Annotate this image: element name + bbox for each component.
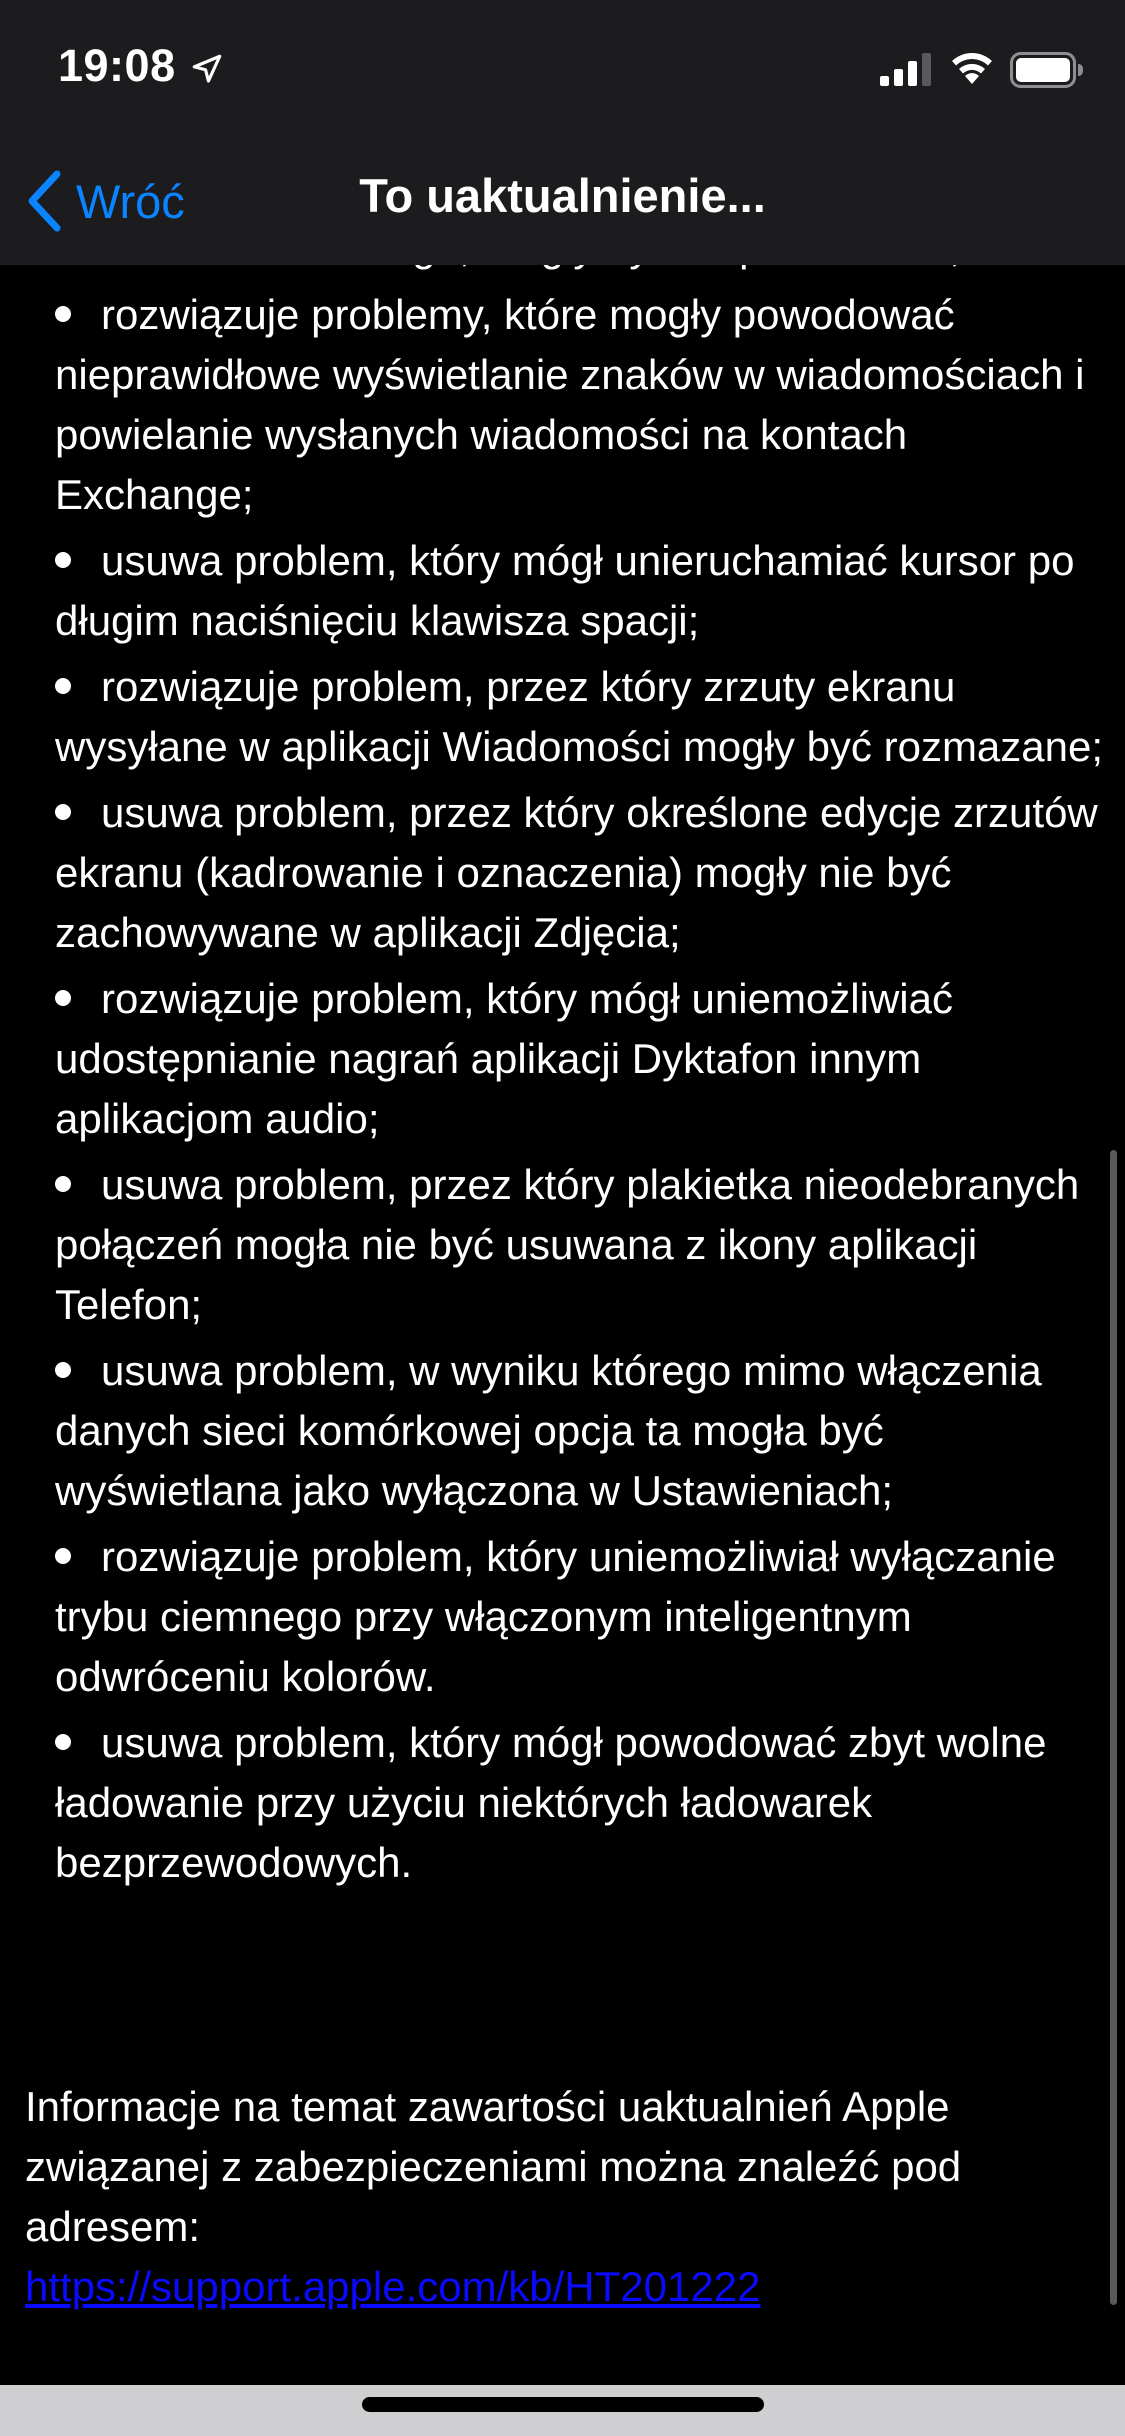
home-indicator[interactable] bbox=[362, 2397, 764, 2412]
bullet-icon bbox=[55, 990, 71, 1006]
security-info bbox=[25, 2077, 1085, 2317]
bullet-icon bbox=[55, 1362, 71, 1378]
list-item-text: rozwiązuje problem, przez który zrzuty ekranu wysyłane w aplikacji Wiadomości mogły być rozmazane; bbox=[55, 663, 1104, 770]
list-item bbox=[55, 969, 1105, 1149]
wifi-icon bbox=[948, 48, 996, 86]
navigation-bar bbox=[0, 140, 1125, 265]
list-item bbox=[55, 1341, 1105, 1521]
list-item bbox=[55, 783, 1105, 963]
list-item-text: usuwa problem, w wyniku którego mimo włączenia danych sieci komórkowej opcja ta mogła być wyświetlana jako wyłączona w Ustawieniach; bbox=[55, 1347, 1042, 1514]
bullet-icon bbox=[55, 1548, 71, 1564]
top-bar bbox=[0, 0, 1125, 265]
security-link[interactable]: https://support.apple.com/kb/HT201222 bbox=[25, 2263, 761, 2310]
list-item bbox=[55, 1527, 1105, 1707]
bullet-icon bbox=[55, 552, 71, 568]
list-item-text: rozwiązuje problem, który uniemożliwiał wyłączanie trybu ciemnego przy włączonym inteligentnym odwróceniu kolorów. bbox=[55, 1533, 1056, 1700]
list-item-text: usuwa problem, przez który plakietka nieodebranych połączeń mogła nie być usuwana z ikony aplikacji Telefon; bbox=[55, 1161, 1080, 1328]
list-item bbox=[55, 531, 1105, 651]
release-notes-content[interactable] bbox=[0, 265, 1125, 2385]
list-item-text: usuwa problem, przez który określone edycje zrzutów ekranu (kadrowanie i oznaczenia) mogły nie być zachowywane w aplikacji Zdjęcia; bbox=[55, 789, 1098, 956]
list-item-text: usuwa problem, który mógł powodować zbyt wolne ładowanie przy użyciu niektórych ładowarek bezprzewodowych. bbox=[55, 1719, 1047, 1886]
bullet-icon bbox=[55, 804, 71, 820]
page-title: To uaktualnienie... bbox=[359, 169, 766, 222]
list-item bbox=[55, 285, 1105, 525]
bullet-icon bbox=[55, 1734, 71, 1750]
cellular-signal-icon bbox=[880, 52, 934, 86]
status-time: 19:08 bbox=[58, 40, 176, 91]
bullet-list bbox=[55, 285, 1105, 1899]
list-item bbox=[55, 1713, 1105, 1893]
list-item bbox=[55, 657, 1105, 777]
location-arrow-icon bbox=[190, 52, 224, 86]
bullet-icon bbox=[55, 306, 71, 322]
bullet-icon bbox=[55, 678, 71, 694]
scroll-indicator[interactable] bbox=[1110, 1150, 1117, 2305]
list-item-text: rozwiązuje problem, który mógł uniemożliwiać udostępnianie nagrań aplikacji Dyktafon innym aplikacjom audio; bbox=[55, 975, 953, 1142]
back-label: Wróć bbox=[76, 174, 185, 228]
bullet-icon bbox=[55, 1176, 71, 1192]
list-item-text: usuwa problem, który mógł unieruchamiać kursor po długim naciśnięciu klawisza spacji; bbox=[55, 537, 1075, 644]
security-info-text: Informacje na temat zawartości uaktualnień Apple związanej z zabezpieczeniami można znaleźć pod adresem: bbox=[25, 2083, 962, 2250]
list-item bbox=[55, 1155, 1105, 1335]
status-bar bbox=[0, 0, 1125, 140]
battery-icon bbox=[1010, 52, 1084, 88]
list-item-text: rozwiązuje problemy, które mogły powodować nieprawidłowe wyświetlanie znaków w wiadomościach i powielanie wysłanych wiadomości na kontach Exchange; bbox=[55, 291, 1085, 518]
